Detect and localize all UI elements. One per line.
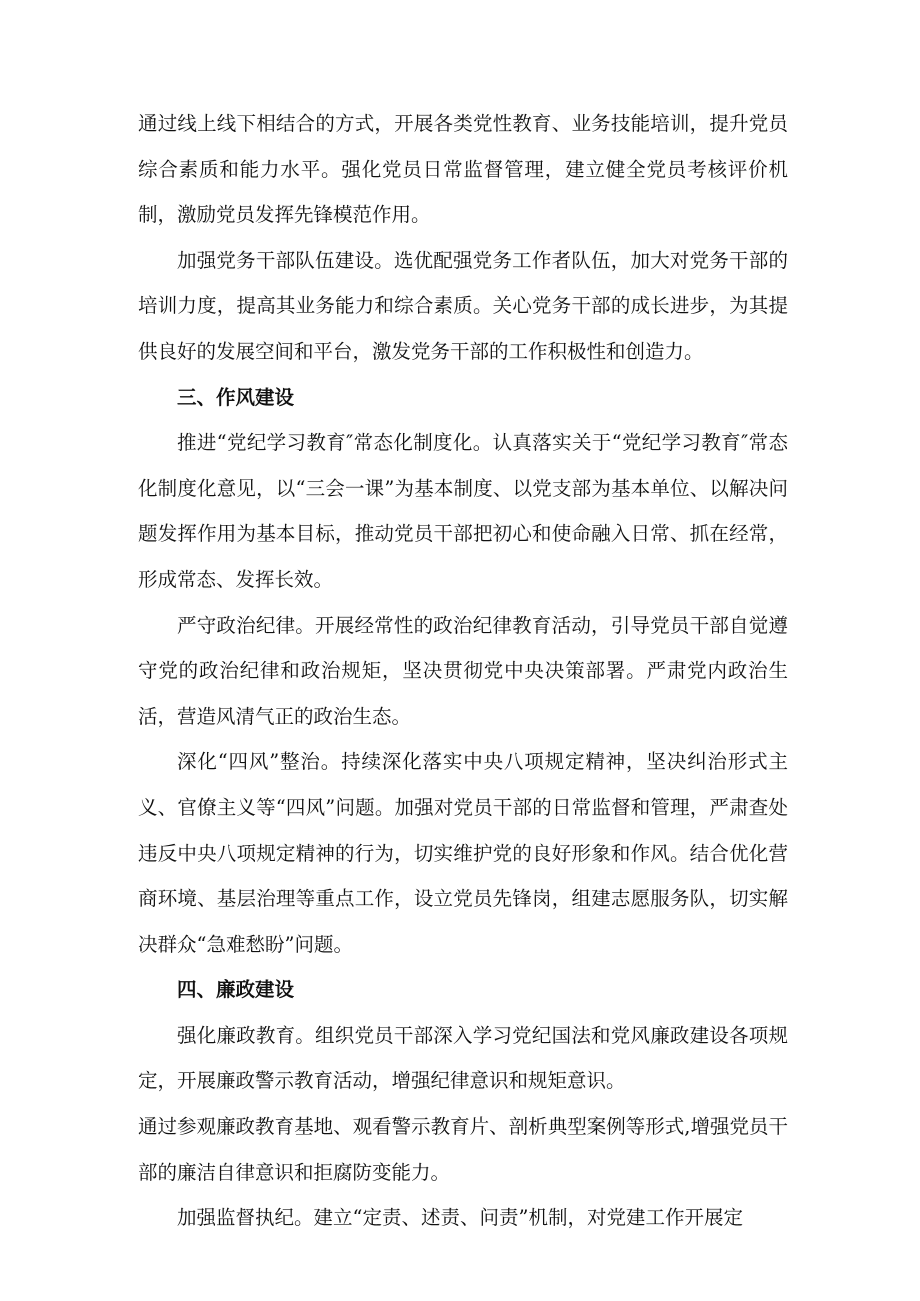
section-heading-work-style: 三、作风建设 [177, 385, 295, 409]
section-heading-integrity: 四、廉政建设 [177, 978, 295, 1002]
paragraph-continuation-training: 通过线上线下相结合的方式，开展各类党性教育、业务技能培训，提升党员综合素质和能力水平。强化党员日常监督管理，建立健全党员考核评价机制，激励党员发挥先锋模范作用。 [138, 112, 788, 227]
paragraph-integrity-methods: 通过参观廉政教育基地、观看警示教育片、剖析典型案例等形式,增强党员干部的廉洁自律意识和拒腐防变能力。 [138, 1115, 788, 1184]
paragraph-discipline-education: 推进“党纪学习教育″常态化制度化。认真落实关于“党纪学习教育″常态化制度化意见，以“三会一课”为基本制度、以党支部为基本单位、以解决问题发挥作用为基本目标，推动党员干部把初心和使命融入日常、抓在经常，形成常态、发挥长效。 [138, 431, 788, 591]
paragraph-integrity-education: 强化廉政教育。组织党员干部深入学习党纪国法和党风廉政建设各项规定，开展廉政警示教育活动，增强纪律意识和规矩意识。 [138, 1023, 788, 1093]
paragraph-supervision: 加强监督执纪。建立“定责、述责、问责”机制，对党建工作开展定 [177, 1206, 743, 1230]
paragraph-four-winds: 深化“四风”整治。持续深化落实中央八项规定精神，坚决纠治形式主义、官僚主义等“四风”问题。加强对党员干部的日常监督和管理，严肃查处违反中央八项规定精神的行为，切实维护党的良好形象和作风。结合优化营商环境、基层治理等重点工作，设立党员先锋岗，组建志愿服务队，切实解决群众“急难愁盼”问题。 [138, 750, 788, 956]
document-body [138, 101, 788, 1241]
paragraph-party-affairs-cadres: 加强党务干部队伍建设。选优配强党务工作者队伍，加大对党务干部的培训力度，提高其业务能力和综合素质。关心党务干部的成长进步，为其提供良好的发展空间和平台，激发党务干部的工作积极性和创造力。 [138, 248, 788, 363]
paragraph-political-discipline: 严守政治纪律。开展经常性的政治纪律教育活动，引导党员干部自觉遵守党的政治纪律和政治规矩，坚决贯彻党中央决策部署。严肃党内政治生活，营造风清气正的政治生态。 [138, 613, 788, 728]
